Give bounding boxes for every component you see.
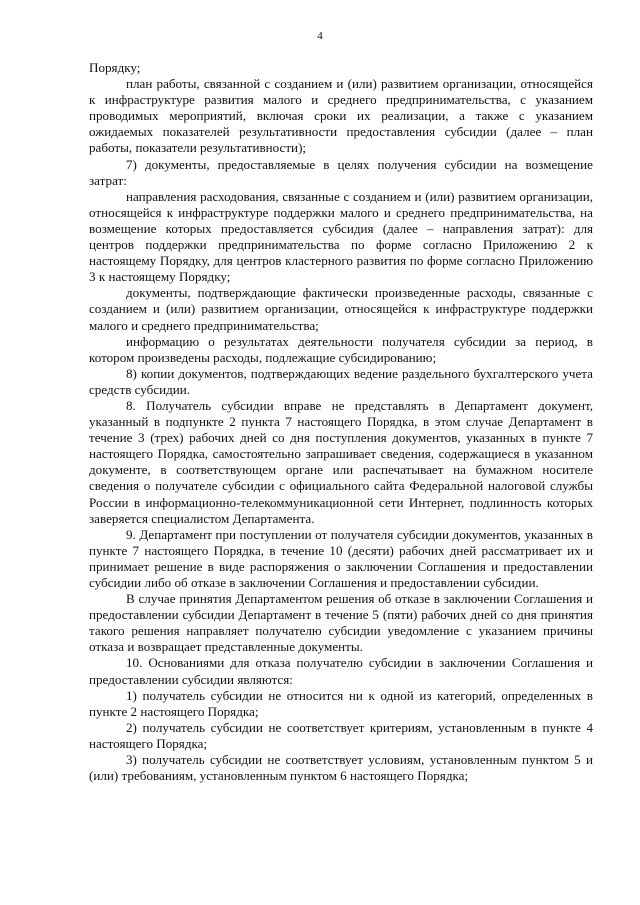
paragraph: 3) получатель субсидии не соответствует условиям, установленным пунктом 5 и (или) требованиям, установленным пунктом 6 настоящего Порядка; <box>89 752 593 784</box>
paragraph: В случае принятия Департаментом решения об отказе в заключении Соглашения и предоставлении субсидии Департамент в течение 5 (пяти) рабочих дней со дня принятия такого решения направляет получателю субсидии уведомление с указанием причины отказа и возвращает представленные документы. <box>89 591 593 655</box>
paragraph: Порядку; <box>89 60 141 75</box>
page-number: 4 <box>317 30 323 42</box>
paragraph: документы, подтверждающие фактически произведенные расходы, связанные с созданием и (или) развитием организации, относящейся к инфраструктуре поддержки малого и среднего предпринимательства; <box>89 285 593 333</box>
document-body <box>89 60 593 784</box>
paragraph: 2) получатель субсидии не соответствует критериям, установленным в пункте 4 настоящего Порядка; <box>89 719 593 751</box>
paragraph: план работы, связанной с созданием и (или) развитием организации, относящейся к инфраструктуре развития малого и среднего предпринимательства, с указанием проводимых мероприятий, включая сроки их реализации, а также с указанием ожидаемых показателей результативности предоставления субсидии (далее – план работы, показатели результативности); <box>89 76 593 156</box>
paragraph: 8) копии документов, подтверждающих ведение раздельного бухгалтерского учета средств субсидии. <box>89 365 593 397</box>
paragraph: 9. Департамент при поступлении от получателя субсидии документов, указанных в пункте 7 настоящего Порядка, в течение 10 (десяти) рабочих дней рассматривает их и принимает решение в виде распоряжения о заключении Соглашения и предоставлении субсидии либо об отказе в заключении Соглашения и предоставлении субсидии. <box>89 526 593 590</box>
paragraph: направления расходования, связанные с созданием и (или) развитием организации, относящейся к инфраструктуре поддержки малого и среднего предпринимательства, на возмещение которых предоставляется субсидия (далее – направления затрат): для центров поддержки предпринимательства по форме согласно Приложению 2 к настоящему Порядку, для центров кластерного развития по форме согласно Приложению 3 к настоящему Порядку; <box>89 188 593 285</box>
paragraph: информацию о результатах деятельности получателя субсидии за период, в котором произведены расходы, подлежащие субсидированию; <box>89 333 593 365</box>
paragraph: 7) документы, предоставляемые в целях получения субсидии на возмещение затрат: <box>89 156 593 188</box>
paragraph: 1) получатель субсидии не относится ни к одной из категорий, определенных в пункте 2 настоящего Порядка; <box>89 687 593 719</box>
paragraph: 10. Основаниями для отказа получателю субсидии в заключении Соглашения и предоставлении субсидии являются: <box>89 655 593 687</box>
paragraph: 8. Получатель субсидии вправе не представлять в Департамент документ, указанный в подпункте 2 пункта 7 настоящего Порядка, в этом случае Департамент в течение 3 (трех) рабочих дней со дня поступления документов, указанных в пункте 7 настоящего Порядка, самостоятельно запрашивает сведения, содержащиеся в указанном документе, в соответствующем органе или распечатывает на бумажном носителе сведения о получателе субсидии с официального сайта Федеральной налоговой службы России в информационно-телекоммуникационной сети Интернет, подлинность которых заверяется специалистом Департамента. <box>89 397 593 526</box>
